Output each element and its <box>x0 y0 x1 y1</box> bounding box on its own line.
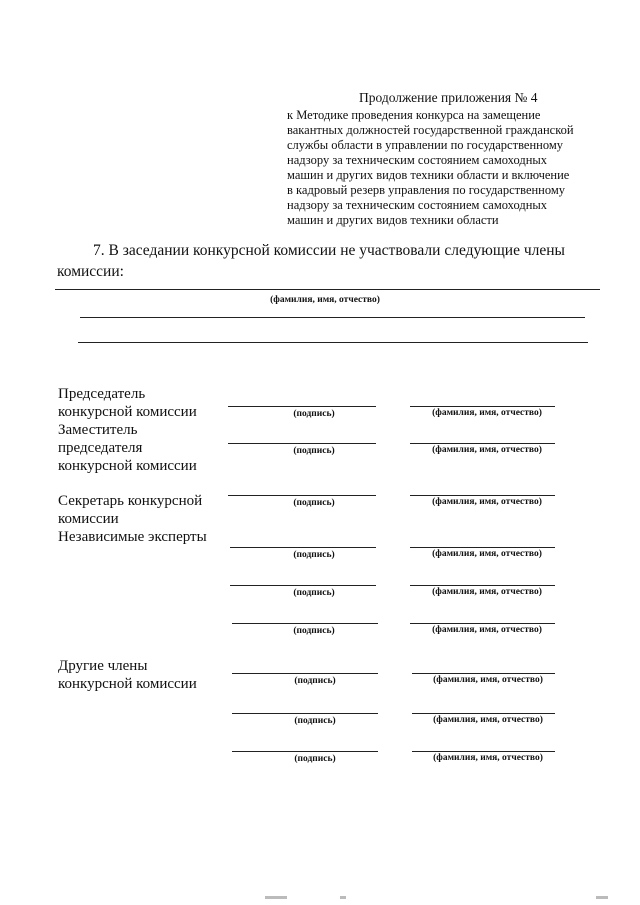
role-independent-experts: Независимые эксперты <box>58 529 207 545</box>
signature-line <box>232 713 378 714</box>
scan-artifact <box>596 896 608 899</box>
signature-caption: (подпись) <box>293 498 335 508</box>
signature-line <box>230 547 376 548</box>
appendix-title: Продолжение приложения № 4 <box>359 90 538 105</box>
header-line: вакантных должностей государственной гражданской <box>287 123 574 137</box>
signature-caption: (подпись) <box>293 409 335 419</box>
name-line <box>410 443 555 444</box>
signature-caption: (подпись) <box>294 716 336 726</box>
name-caption: (фамилия, имя, отчество) <box>433 715 543 725</box>
signature-caption: (подпись) <box>293 446 335 456</box>
signature-caption: (подпись) <box>294 676 336 686</box>
name-line <box>410 406 555 407</box>
signature-line <box>232 751 378 752</box>
name-caption: (фамилия, имя, отчество) <box>433 675 543 685</box>
name-line <box>410 623 555 624</box>
header-line: машин и других видов техники области <box>287 213 499 227</box>
signature-line <box>232 673 378 674</box>
header-line: к Методике проведения конкурса на замещение <box>287 108 541 122</box>
section-7-text-cont: комиссии: <box>57 263 124 280</box>
name-line <box>410 495 555 496</box>
name-line <box>412 713 555 714</box>
signature-line <box>228 495 376 496</box>
header-line: службы области в управлении по государственному <box>287 138 564 152</box>
role-chairman: Председатель конкурсной комиссии <box>58 386 197 420</box>
name-caption: (фамилия, имя, отчество) <box>432 497 542 507</box>
signature-caption: (подпись) <box>293 550 335 560</box>
name-line <box>412 751 555 752</box>
header-line: в кадровый резерв управления по государственному <box>287 183 566 197</box>
name-line <box>412 673 555 674</box>
role-secretary: Секретарь конкурсной комиссии <box>58 493 203 527</box>
absent-members-line <box>78 342 588 343</box>
signature-line <box>228 406 376 407</box>
name-caption: (фамилия, имя, отчество) <box>433 753 543 763</box>
signature-caption: (подпись) <box>293 588 335 598</box>
role-other-members: Другие члены конкурсной комиссии <box>58 658 197 692</box>
scan-artifact <box>265 896 287 899</box>
section-7-text: 7. В заседании конкурсной комиссии не участвовали следующие члены <box>93 242 565 259</box>
name-line <box>410 547 555 548</box>
name-caption: (фамилия, имя, отчество) <box>432 408 542 418</box>
name-caption: (фамилия, имя, отчество) <box>432 549 542 559</box>
scan-artifact <box>340 896 346 899</box>
header-line: надзору за техническим состоянием самоходных <box>287 153 548 167</box>
signature-line <box>232 623 378 624</box>
name-line <box>410 585 555 586</box>
role-deputy-chairman: Заместитель председателя конкурсной комиссии <box>58 422 197 474</box>
name-caption: (фамилия, имя, отчество) <box>432 445 542 455</box>
absent-members-line <box>55 289 600 290</box>
name-caption: (фамилия, имя, отчество) <box>432 625 542 635</box>
signature-line <box>230 585 376 586</box>
name-caption: (фамилия, имя, отчество) <box>432 587 542 597</box>
signature-caption: (подпись) <box>294 754 336 764</box>
signature-line <box>228 443 376 444</box>
absent-members-line <box>80 317 585 318</box>
header-line: машин и других видов техники области и включение <box>287 168 570 182</box>
fio-caption: (фамилия, имя, отчество) <box>270 295 380 305</box>
header-line: надзору за техническим состоянием самоходных <box>287 198 548 212</box>
signature-caption: (подпись) <box>293 626 335 636</box>
